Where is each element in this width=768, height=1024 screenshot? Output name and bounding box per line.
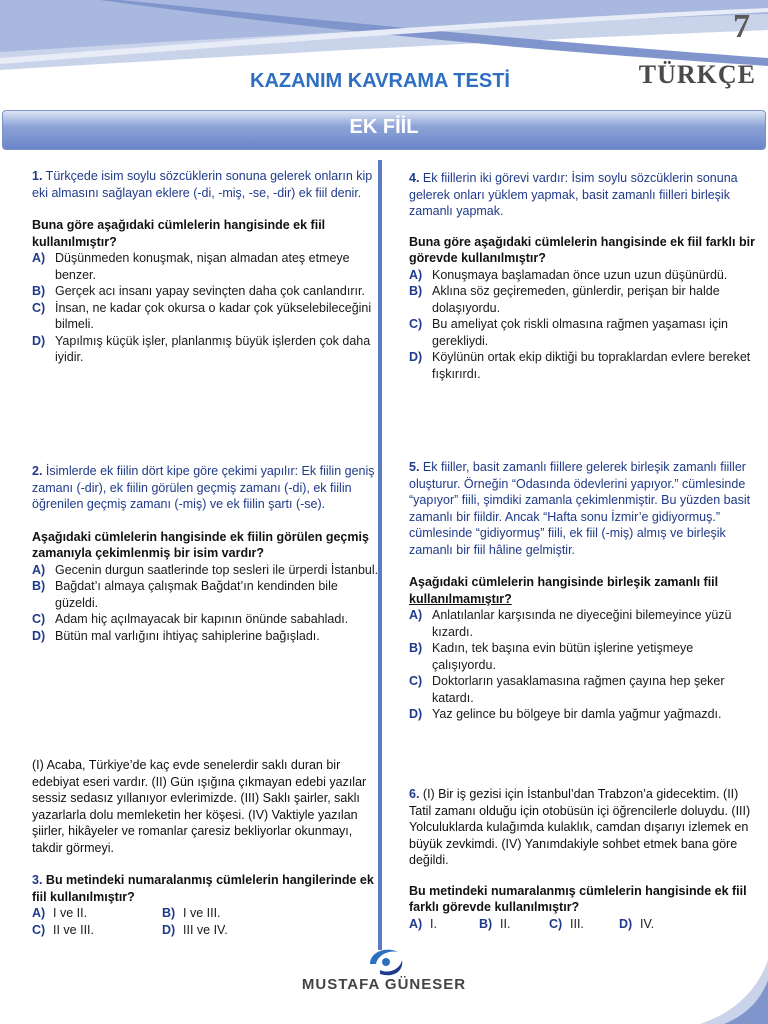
option-text: Kadın, tek başına evin bütün işlerine yetişmeye çalışıyordu. [432,641,694,672]
question-2-option-d[interactable] [32,628,380,645]
option-text: II ve III. [53,922,94,937]
question-4-option-a[interactable] [409,267,757,284]
option-letter: B) [479,916,493,931]
question-5-option-d[interactable] [409,706,757,723]
question-1-option-c[interactable] [32,300,380,333]
question-4-option-c[interactable] [409,316,757,349]
option-letter: A) [32,251,46,265]
option-letter: C) [409,674,423,688]
option-text: İnsan, ne kadar çok okursa o kadar çok yükselebileceğini bilmeli. [55,300,372,331]
question-2-number: 2. [32,464,43,478]
option-letter: B) [32,284,46,298]
option-text: Bağdat’ı almaya çalışmak Bağdat’ın kendinden bile güzeldi. [55,579,338,610]
option-text: Aklına söz geçiremeden, günlerdir, perişan bir halde dolaşıyordu. [432,284,720,315]
option-letter: D) [162,922,176,937]
question-4-option-b[interactable] [409,283,757,316]
question-1-option-a[interactable] [32,250,380,283]
option-letter: D) [32,628,46,643]
question-5-option-b[interactable] [409,640,757,673]
option-text: Gecenin durgun saatlerinde top sesleri ile ürperdi İstanbul. [55,562,379,577]
option-letter: B) [409,284,423,298]
option-text: III ve IV. [183,922,228,937]
option-text: Bu ameliyat çok riskli olmasına rağmen yaşaması için gerekliydi. [432,317,728,348]
question-3-passage: (I) Acaba, Türkiye’de kaç evde senelerdir saklı duran bir edebiyat eseri vardır. (II) Gün ışığına çıkmayan edebi yazılar sessiz sedasız yıllanıyor evlerimizde. (III) Saklı şairler, saklı yazarlarla dolu memleketin her köşesi. (IV) Vaktiyle yazılan şiirler, hikâyeler ve romanlar çaresiz bekliyorlar okunmayı, takdir görmeyi. [32,758,367,855]
question-6-stem-text: (I) Bir iş gezisi için İstanbul’dan Trabzon’a gidecektim. (II) Tatil zamanı olduğu için otobüsün içi öğrencilerle doluydu. (III) Yolculuklarda kulağımda kulaklık, camdan dışarıyı izlemek en büyük zevkimdi. (IV) Yanımdakiyle sohbet etmek bana göre değildi. [409,787,751,867]
question-4-stem-text: Ek fiillerin iki görevi vardır: İsim soylu sözcüklerin sonuna gelerek onları yüklem yapmak, basit zamanlı fiilleri birleşik zamanlı yapmak. [409,171,738,218]
question-1-number: 1. [32,169,43,183]
question-6-option-b[interactable] [479,916,549,933]
option-letter: A) [32,906,46,920]
option-text: I ve II. [53,906,88,920]
question-1-prompt: Buna göre aşağıdaki cümlelerin hangisinde ek fiil kullanılmıştır? [32,218,326,249]
question-4-option-d[interactable] [409,349,757,382]
question-5-number: 5. [409,460,420,474]
question-3-options-row-2 [32,922,380,939]
question-5-stem-text: Ek fiiller, basit zamanlı fiillere gelerek birleşik zamanlı fiiller oluşturur. Örneğin “Odasında ödevlerini yapıyor.” cümlesinde “yapıyor” fiili, şimdiki zamanla çekimlenmiştir. Bu yüzden basit zamanlı bir fiildir. Ancak “Hafta sonu İzmir’e gidiyormuş.” cümlesinde “gidiyormuş” fiili, ek fiil (-miş) almış ve birleşik zamanlı bir fiil hâline gelmiştir. [409,460,751,557]
question-6-options [409,916,757,933]
question-2-prompt: Aşağıdaki cümlelerin hangisinde ek fiilin görülen geçmiş zamanıyla çekimlenmiş bir isim vardır? [32,529,369,560]
question-6-number: 6. [409,787,420,801]
question-2-option-a[interactable] [32,562,380,579]
option-letter: A) [32,562,46,577]
option-text: III. [570,916,584,931]
question-5-prompt-text: Aşağıdaki cümlelerin hangisinde birleşik zamanlı fiil [409,575,719,589]
question-2-stem-text: İsimlerde ek fiilin dört kipe göre çekimi yapılır: Ek fiilin geniş zamanı (-dir), ek fiilin görülen geçmiş zamanı (-di), ek fiilin öğrenilen geçmiş zamanı (-miş) ve ek fiilin şartı (-se). [32,464,375,511]
option-letter: B) [409,641,423,655]
option-letter: B) [162,906,176,920]
question-3-option-d[interactable] [162,922,292,939]
question-5-stem [409,459,757,558]
question-4 [409,170,757,382]
option-letter: A) [409,608,423,622]
question-2-option-b[interactable] [32,578,380,611]
option-text: Anlatılanlar karşısında ne diyeceğini bilemeyince yüzü kızardı. [432,608,732,639]
option-letter: C) [32,612,46,626]
publisher-logo-icon [364,944,408,978]
option-text: Yaz gelince bu bölgeye bir damla yağmur yağmazdı. [432,707,722,721]
option-text: I. [430,916,437,931]
option-letter: C) [549,916,563,931]
test-title: KAZANIM KAVRAMA TESTİ [250,70,510,92]
question-3-option-c[interactable] [32,922,162,939]
subject-title: TÜRKÇE [638,60,756,89]
question-5-prompt-emphasis: kullanılmamıştır? [409,591,512,606]
option-text: Gerçek acı insanı yapay sevinçten daha çok canlandırır. [55,284,365,298]
question-3-option-b[interactable] [162,905,292,922]
option-text: II. [500,916,511,931]
question-4-prompt: Buna göre aşağıdaki cümlelerin hangisinde ek fiil farklı bir görevde kullanılmıştır? [409,234,755,265]
question-3 [32,757,380,938]
question-5-option-c[interactable] [409,673,757,706]
question-6-prompt: Bu metindeki numaralanmış cümlelerin hangisinde ek fiil farklı görevde kullanılmıştır? [409,883,747,914]
option-letter: C) [32,922,46,937]
question-3-options-row-1 [32,905,380,922]
question-6-option-d[interactable] [619,916,689,933]
option-text: Düşünmeden konuşmak, nişan almadan ateş etmeye benzer. [55,251,350,282]
option-letter: D) [32,333,46,348]
option-text: IV. [640,916,655,931]
question-3-prompt [32,872,380,905]
option-letter: B) [32,579,46,593]
option-letter: D) [409,707,423,721]
grade-number: 7 [733,8,750,45]
question-3-option-a[interactable] [32,905,162,922]
corner-decoration [700,960,768,1024]
question-6-option-a[interactable] [409,916,479,933]
question-1-option-b[interactable] [32,283,380,300]
question-5 [409,459,757,723]
option-text: I ve III. [183,906,221,920]
option-letter: D) [619,916,633,931]
question-2 [32,463,380,644]
option-text: Konuşmaya başlamadan önce uzun uzun düşünürdü. [432,267,728,282]
question-2-stem [32,463,380,513]
question-4-number: 4. [409,171,420,185]
question-3-prompt-text: Bu metindeki numaralanmış cümlelerin hangilerinde ek fiil kullanılmıştır? [32,873,374,904]
publisher-name: MUSTAFA GÜNESER [301,976,467,993]
question-1-stem [32,168,380,201]
option-text: Yapılmış küçük işler, planlanmış büyük işlerden çok daha iyidir. [55,333,371,364]
option-letter: A) [409,267,423,282]
question-5-option-a[interactable] [409,607,757,640]
question-5-prompt [409,574,757,607]
option-text: Adam hiç açılmayacak bir kapının önünde sabahladı. [55,612,349,626]
question-4-stem [409,170,757,220]
question-1-stem-text: Türkçede isim soylu sözcüklerin sonuna gelerek onların kip eki almasını sağlayan eklere (-di, -miş, -se, -dir) ek fiil denir. [32,169,373,200]
question-6 [409,786,757,932]
option-text: Köylünün ortak ekip diktiği bu topraklardan evlere bereket fışkırırdı. [432,350,751,381]
question-6-stem [409,786,757,869]
header-wave-decoration [0,0,768,110]
question-3-number: 3. [32,873,43,887]
option-text: Bütün mal varlığını ihtiyaç sahiplerine bağışladı. [55,628,320,643]
option-letter: C) [32,300,46,315]
section-title: EK FİİL [349,116,419,138]
question-1-option-d[interactable] [32,333,380,366]
option-letter: C) [409,317,423,331]
question-1 [32,168,380,366]
question-6-option-c[interactable] [549,916,619,933]
option-text: Doktorların yasaklamasına rağmen çayına hep şeker katardı. [432,674,725,705]
question-2-option-c[interactable] [32,611,380,628]
option-letter: A) [409,916,423,931]
option-letter: D) [409,350,423,364]
